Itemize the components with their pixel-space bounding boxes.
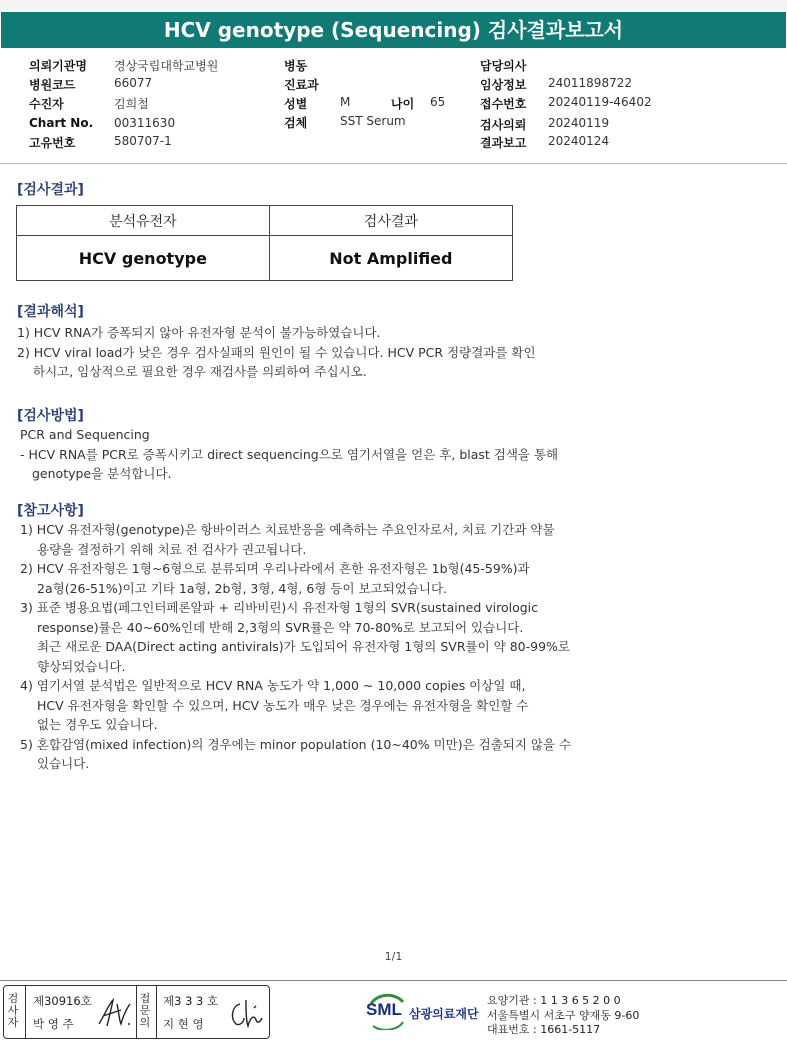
specimen-value: SST Serum: [340, 114, 406, 128]
signature-box: [3, 985, 270, 1039]
sex-label: 성별: [284, 97, 308, 111]
tester-license: 제30916호: [33, 994, 92, 1008]
address: 서울특별시 서초구 양재동 9-60: [487, 1009, 640, 1022]
reference-line: 최근 새로운 DAA(Direct acting antivirals)가 도입되어 유전자형 1형의 SVR률이 약 80-99%로: [37, 639, 570, 654]
result-column-header: 검사결과: [269, 206, 512, 236]
sml-logo-text: SML: [366, 1000, 402, 1019]
phone: 대표번호 : 1661-5117: [487, 1023, 601, 1036]
method-line: PCR and Sequencing: [20, 427, 150, 442]
hospital-code-value: 66077: [114, 76, 153, 90]
recipient-value: 김희철: [114, 97, 149, 111]
reference-line: 2) HCV 유전자형은 1형~6형으로 분류되며 우리나라에서 흔한 유전자형은 1b형(45-59%)과: [20, 561, 530, 576]
report-date-value: 20240124: [548, 134, 610, 148]
reference-line: response)률은 40~60%인데 반해 2,3형의 SVR률은 약 70-80%로 보고되어 있습니다.: [37, 619, 524, 635]
gene-cell: HCV genotype: [17, 236, 270, 281]
unique-no-label: 고유번호: [29, 136, 76, 150]
request-date-value: 20240119: [548, 116, 610, 130]
confirmer-label: 접 문 의: [139, 992, 151, 1029]
results-table: [16, 205, 513, 281]
report-date-label: 결과보고: [480, 136, 527, 150]
chart-no-label: Chart No.: [29, 116, 94, 130]
specimen-label: 검체: [284, 116, 308, 130]
interpretation-text: [17, 323, 536, 382]
confirmer-signature: [226, 996, 264, 1030]
method-line: genotype을 분석합니다.: [32, 466, 172, 481]
clinical-info-value: 24011898722: [548, 76, 632, 90]
method-heading: [검사방법]: [17, 408, 84, 424]
tester-name: 박 영 주: [33, 1017, 74, 1031]
department-label: 진료과: [284, 78, 319, 92]
ward-label: 병동: [284, 59, 308, 73]
hospital-code-label: 병원코드: [29, 78, 76, 92]
report-title: HCV genotype (Sequencing) 검사결과보고서: [1, 12, 786, 48]
doctor-label: 담당의사: [480, 59, 527, 73]
chart-no-value: 00311630: [114, 116, 176, 130]
reference-line: 있습니다.: [37, 756, 90, 771]
interpretation-line: 하시고, 임상적으로 필요한 경우 재검사를 의뢰하여 주십시오.: [33, 364, 367, 379]
sex-value: M: [340, 95, 351, 109]
result-cell: Not Amplified: [269, 236, 512, 281]
interpretation-line: 2) HCV viral load가 낮은 경우 검사실패의 원인이 될 수 있습니다. HCV PCR 정량결과를 확인: [17, 344, 536, 360]
confirmer-license: 제3 3 3 호: [163, 994, 219, 1008]
reference-line: 5) 혼합감염(mixed infection)의 경우에는 minor population (10~40% 미만)은 검출되지 않을 수: [20, 736, 572, 752]
reference-line: 1) HCV 유전자형(genotype)은 항바이러스 치료반응을 예측하는 주요인자로서, 치료 기간과 약물: [20, 522, 555, 537]
top-strip: [0, 0, 787, 12]
request-date-label: 검사의뢰: [480, 118, 527, 132]
reference-line: 3) 표준 병용요법(페그인터페론알파 + 리바비린)시 유전자형 1형의 SVR(sustained virologic: [20, 600, 539, 615]
reference-line: 4) 염기서열 분석법은 일반적으로 HCV RNA 농도가 약 1,000 ~ 10,000 copies 이상일 때,: [20, 678, 526, 693]
reference-line: 용량을 결정하기 위해 치료 전 검사가 권고됩니다.: [37, 541, 307, 557]
method-line: - HCV RNA를 PCR로 증폭시키고 direct sequencing으로 염기서열을 얻은 후, blast 검색을 통해: [20, 446, 559, 462]
receipt-no-value: 20240119-46402: [548, 95, 652, 109]
unique-no-value: 580707-1: [114, 134, 172, 148]
reference-line: 향상되었습니다.: [37, 658, 126, 674]
references-text: [20, 520, 571, 774]
clinical-info-label: 임상정보: [480, 78, 527, 92]
foundation-name: 삼광의료재단: [409, 1007, 479, 1021]
page-number: 1/1: [384, 950, 403, 963]
reference-line: 2a형(26-51%)이고 기타 1a형, 2b형, 3형, 4형, 6형 등이 보고되었습니다.: [37, 580, 448, 596]
interpretation-line: 1) HCV RNA가 증폭되지 않아 유전자형 분석이 불가능하였습니다.: [17, 325, 381, 340]
gene-column-header: 분석유전자: [17, 206, 270, 236]
interpretation-heading: [결과해석]: [17, 304, 84, 320]
reference-line: HCV 유전자형을 확인할 수 있으며, HCV 농도가 매우 낮은 경우에는 유전자형을 확인할 수: [37, 697, 529, 713]
footer-divider: [0, 980, 787, 981]
references-heading: [참고사항]: [17, 503, 84, 519]
receipt-no-label: 접수번호: [480, 97, 527, 111]
tester-label: 검 사 자: [7, 992, 19, 1029]
age-value: 65: [430, 95, 446, 109]
org-code: 요양기관 : 1 1 3 6 5 2 0 0: [487, 994, 621, 1007]
tester-signature: [97, 994, 133, 1030]
age-label: 나이: [391, 97, 415, 111]
method-text: [20, 425, 558, 484]
recipient-label: 수진자: [29, 97, 64, 111]
reference-line: 없는 경우도 있습니다.: [37, 717, 158, 732]
header-divider: [0, 163, 787, 164]
results-heading: [검사결과]: [17, 182, 84, 198]
institution-label: 의뢰기관명: [29, 59, 87, 73]
institution-value: 경상국립대학교병원: [114, 59, 219, 73]
confirmer-name: 지 현 영: [163, 1017, 204, 1031]
